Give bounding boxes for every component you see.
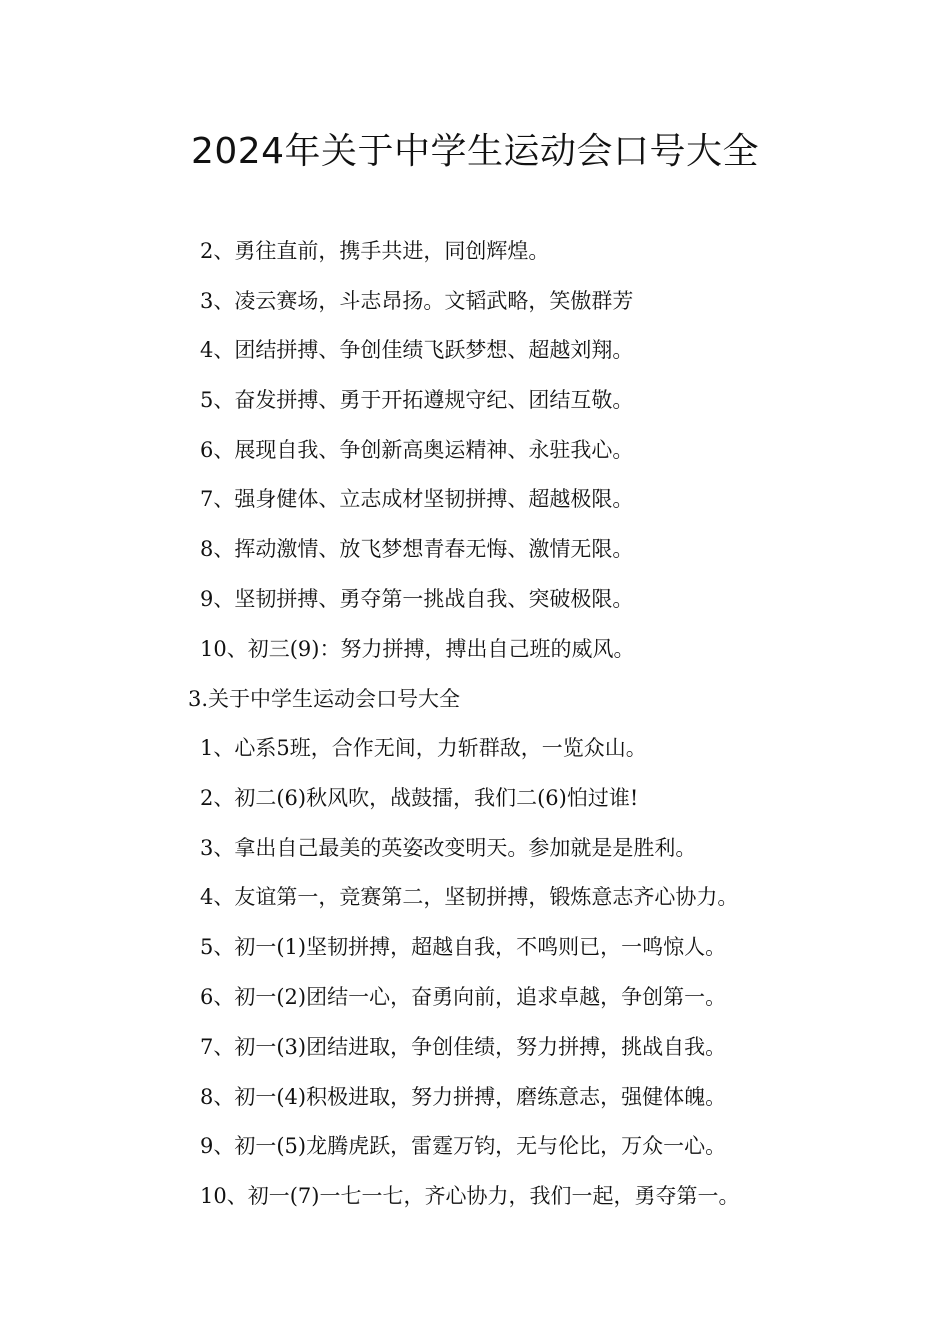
slogan-item: 7、强身健体、立志成材坚韧拼搏、超越极限。: [200, 487, 634, 511]
slogan-item: 4、团结拼搏、争创佳绩飞跃梦想、超越刘翔。: [200, 338, 634, 362]
slogan-item: 5、初一(1)坚韧拼搏，超越自我，不鸣则已，一鸣惊人。: [200, 935, 727, 959]
section-heading: 3.关于中学生运动会口号大全: [188, 687, 461, 711]
slogan-item: 6、展现自我、争创新高奥运精神、永驻我心。: [200, 438, 634, 462]
slogan-item: 3、拿出自己最美的英姿改变明天。参加就是是胜利。: [200, 836, 697, 860]
slogan-item: 8、挥动激情、放飞梦想青春无悔、激情无限。: [200, 537, 634, 561]
slogan-item: 9、坚韧拼搏、勇夺第一挑战自我、突破极限。: [200, 587, 634, 611]
slogan-item: 2、勇往直前，携手共进，同创辉煌。: [200, 239, 550, 263]
slogan-item: 1、心系5班，合作无间，力斩群敌，一览众山。: [200, 736, 647, 760]
slogan-item: 10、初三(9)：努力拼搏，搏出自己班的威风。: [200, 637, 635, 661]
slogan-item: 2、初二(6)秋风吹，战鼓擂，我们二(6)怕过谁!: [200, 786, 639, 810]
slogan-item: 6、初一(2)团结一心，奋勇向前，追求卓越，争创第一。: [200, 985, 727, 1009]
slogan-item: 3、凌云赛场，斗志昂扬。文韬武略，笑傲群芳: [200, 289, 634, 313]
slogan-item: 10、初一(7)一七一七，齐心协力，我们一起，勇夺第一。: [200, 1184, 740, 1208]
slogan-item: 4、友谊第一，竞赛第二，坚韧拼搏，锻炼意志齐心协力。: [200, 885, 739, 909]
slogan-item: 5、奋发拼搏、勇于开拓遵规守纪、团结互敬。: [200, 388, 634, 412]
document-title: 2024年关于中学生运动会口号大全: [190, 131, 760, 172]
slogan-item: 7、初一(3)团结进取，争创佳绩，努力拼搏，挑战自我。: [200, 1035, 727, 1059]
slogan-item: 9、初一(5)龙腾虎跃，雷霆万钧，无与伦比，万众一心。: [200, 1134, 727, 1158]
slogan-item: 8、初一(4)积极进取，努力拼搏，磨练意志，强健体魄。: [200, 1085, 727, 1109]
